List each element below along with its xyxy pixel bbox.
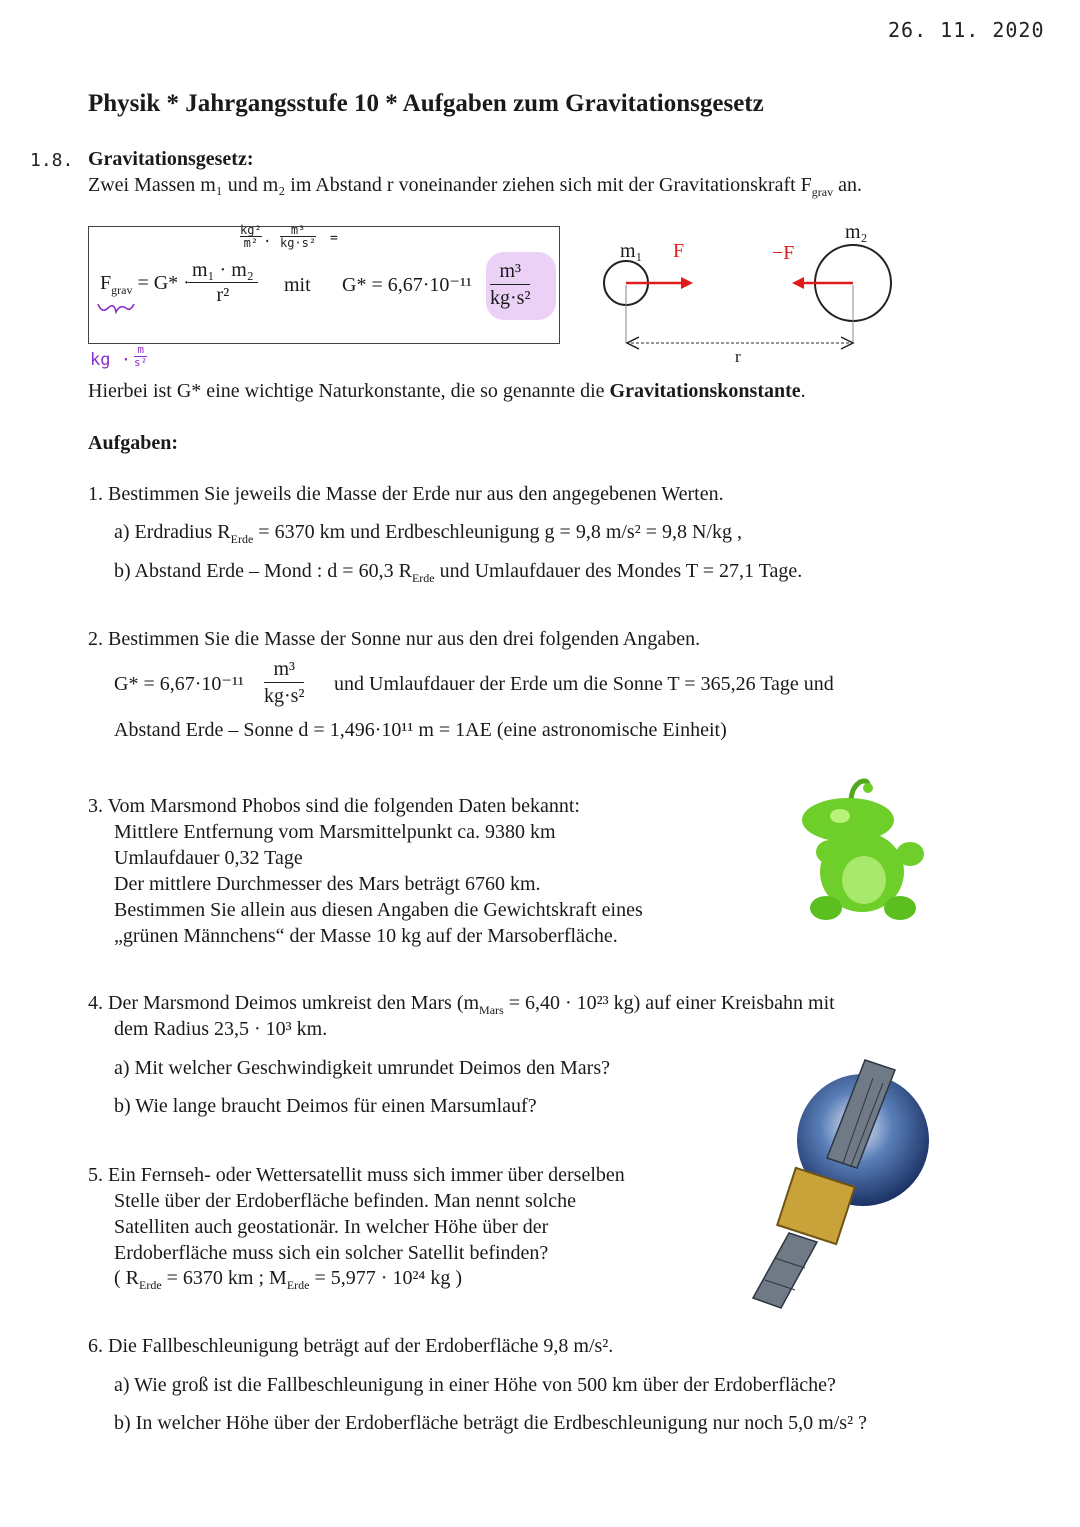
formula-num: m₁ · m₂ <box>188 258 258 283</box>
formula-eq: = G* · <box>137 272 190 294</box>
task-2-g-unit <box>264 656 304 709</box>
task-6: 6. Die Fallbeschleunigung beträgt auf der Erdoberfläche 9,8 m/s². <box>88 1335 614 1357</box>
section-number: 1.8. <box>30 150 74 171</box>
task-5-l5c: = 5,977 · 10²⁴ kg ) <box>309 1267 463 1289</box>
task-2-g: G* = 6,67·10⁻¹¹ <box>114 673 244 695</box>
task-1: 1. Bestimmen Sie jeweils die Masse der Erde nur aus den angegebenen Werten. <box>88 483 724 505</box>
hand-unit-bottom-num: m <box>134 344 147 357</box>
hand-dot: · <box>263 234 272 250</box>
formula-lhs <box>100 270 190 303</box>
task-5-line-3: Satelliten auch geostationär. In welcher Höhe über der <box>114 1216 549 1238</box>
task-5-l5a: ( R <box>114 1267 139 1289</box>
hand-unit-1 <box>240 224 262 249</box>
formula-gconst: G* = 6,67·10⁻¹¹ <box>342 274 472 296</box>
hand-unit-2-num: m³ <box>280 224 316 237</box>
task-2-d: Abstand Erde – Sonne d = 1,496·10¹¹ m = 1AE (eine astronomische Einheit) <box>114 719 727 741</box>
formula-unit-den: kg·s² <box>490 287 531 309</box>
page-title: Physik * Jahrgangsstufe 10 * Aufgaben zum Gravitationsgesetz <box>88 90 764 117</box>
constant-note <box>88 378 806 404</box>
task-4a: a) Mit welcher Geschwindigkeit umrundet Deimos den Mars? <box>114 1057 610 1079</box>
section-intro <box>88 172 862 205</box>
task-1b-text: b) Abstand Erde – Mond : d = 60,3 R <box>114 560 412 582</box>
label-force-neg: −F <box>772 242 795 264</box>
task-1a-rest: = 6370 km und Erdbeschleunigung g = 9,8 m/s² = 9,8 N/kg , <box>253 521 742 543</box>
constant-note-bold: Gravitationskonstante <box>609 380 801 402</box>
constant-note-end: . <box>800 380 806 402</box>
hand-unit-bottom-text: kg · <box>90 350 131 370</box>
task-5-line-2: Stelle über der Erdoberfläche befinden. Man nennt solche <box>114 1190 577 1212</box>
hand-unit-2-den: kg·s² <box>280 236 317 250</box>
label-force: F <box>673 240 685 262</box>
handwritten-date: 26. 11. 2020 <box>888 18 1045 42</box>
task-5-line-4: Erdoberfläche muss sich ein solcher Satellit befinden? <box>114 1242 549 1264</box>
label-r: r <box>735 347 741 366</box>
task-2: 2. Bestimmen Sie die Masse der Sonne nur aus den drei folgenden Angaben. <box>88 628 701 650</box>
task-5-l5b: = 6370 km ; M <box>161 1267 287 1289</box>
task-5-sub1: Erde <box>139 1278 162 1292</box>
task-3-line-2: Mittlere Entfernung vom Marsmittelpunkt ca. 9380 km <box>114 821 556 843</box>
task-2-g-unit-den: kg·s² <box>264 685 305 707</box>
task-3-line-3: Umlaufdauer 0,32 Tage <box>114 847 303 869</box>
task-3-line-1: 3. Vom Marsmond Phobos sind die folgenden Daten bekannt: <box>88 795 580 817</box>
tasks-heading: Aufgaben: <box>88 432 179 454</box>
task-1b <box>114 558 802 591</box>
hand-equals: = <box>330 231 338 246</box>
task-2-g-unit-num: m³ <box>264 656 304 683</box>
satellite-earth-image <box>745 1058 935 1313</box>
hand-unit-bottom-frac <box>134 344 147 369</box>
task-5-line-5 <box>114 1265 462 1298</box>
hand-unit-2 <box>280 224 316 249</box>
section-heading: Gravitationsgesetz: <box>88 148 254 170</box>
formula-den: r² <box>216 284 230 306</box>
formula-unit-num: m³ <box>490 258 530 285</box>
violet-squiggle <box>96 300 136 318</box>
task-5-sub2: Erde <box>286 1278 310 1292</box>
constant-note-text: Hierbei ist G* eine wichtige Naturkonstante, die so genannte die <box>88 380 610 402</box>
task-1b-sub: Erde <box>411 571 435 585</box>
formula-f-sub: grav <box>111 283 133 297</box>
intro-sub: grav <box>811 185 834 199</box>
task-1a-text: a) Erdradius R <box>114 521 231 543</box>
task-5-line-1: 5. Ein Fernseh- oder Wettersatellit muss sich immer über derselben <box>88 1164 625 1186</box>
task-4-l1b: = 6,40 · 10²³ kg) auf einer Kreisbahn mit <box>503 992 835 1014</box>
hand-unit-bottom <box>90 350 131 370</box>
task-3-line-4: Der mittlere Durchmesser des Mars beträgt 6760 km. <box>114 873 541 895</box>
formula-unit <box>490 258 530 311</box>
green-alien-image <box>790 772 930 927</box>
hand-unit-bottom-den: s² <box>134 356 148 369</box>
label-m1: m₁ <box>620 240 643 262</box>
intro-end: an. <box>833 174 863 196</box>
task-1b-rest: und Umlaufdauer des Mondes T = 27,1 Tage. <box>434 560 803 582</box>
task-6a: a) Wie groß ist die Fallbeschleunigung in einer Höhe von 500 km über der Erdoberfläche? <box>114 1374 836 1396</box>
hand-unit-1-den: m² <box>243 236 259 250</box>
task-3-line-6: „grünen Männchens“ der Masse 10 kg auf der Marsoberfläche. <box>114 925 618 947</box>
task-4-l1a: 4. Der Marsmond Deimos umkreist den Mars (m <box>88 992 480 1014</box>
task-2-g-rest: und Umlaufdauer der Erde um die Sonne T = 365,26 Tage und <box>334 673 834 695</box>
formula-mit: mit <box>284 274 311 296</box>
task-4-line-2: dem Radius 23,5 · 10³ km. <box>114 1018 328 1040</box>
task-4b: b) Wie lange braucht Deimos für einen Marsumlauf? <box>114 1095 537 1117</box>
formula-f: F <box>100 272 112 294</box>
task-1a <box>114 519 742 552</box>
label-m2: m₂ <box>845 221 868 243</box>
intro-text: Zwei Massen m₁ und m₂ im Abstand r voneinander ziehen sich mit der Gravitationskraft F <box>88 174 812 196</box>
task-6b: b) In welcher Höhe über der Erdoberfläche beträgt die Erdbeschleunigung nur noch 5,0 m/s² ? <box>114 1412 867 1434</box>
task-4-sub: Mars <box>479 1003 504 1017</box>
task-3-line-5: Bestimmen Sie allein aus diesen Angaben die Gewichtskraft eines <box>114 899 643 921</box>
task-1a-sub: Erde <box>230 532 254 546</box>
formula-fraction <box>188 258 258 307</box>
hand-unit-1-num: kg² <box>240 223 262 237</box>
